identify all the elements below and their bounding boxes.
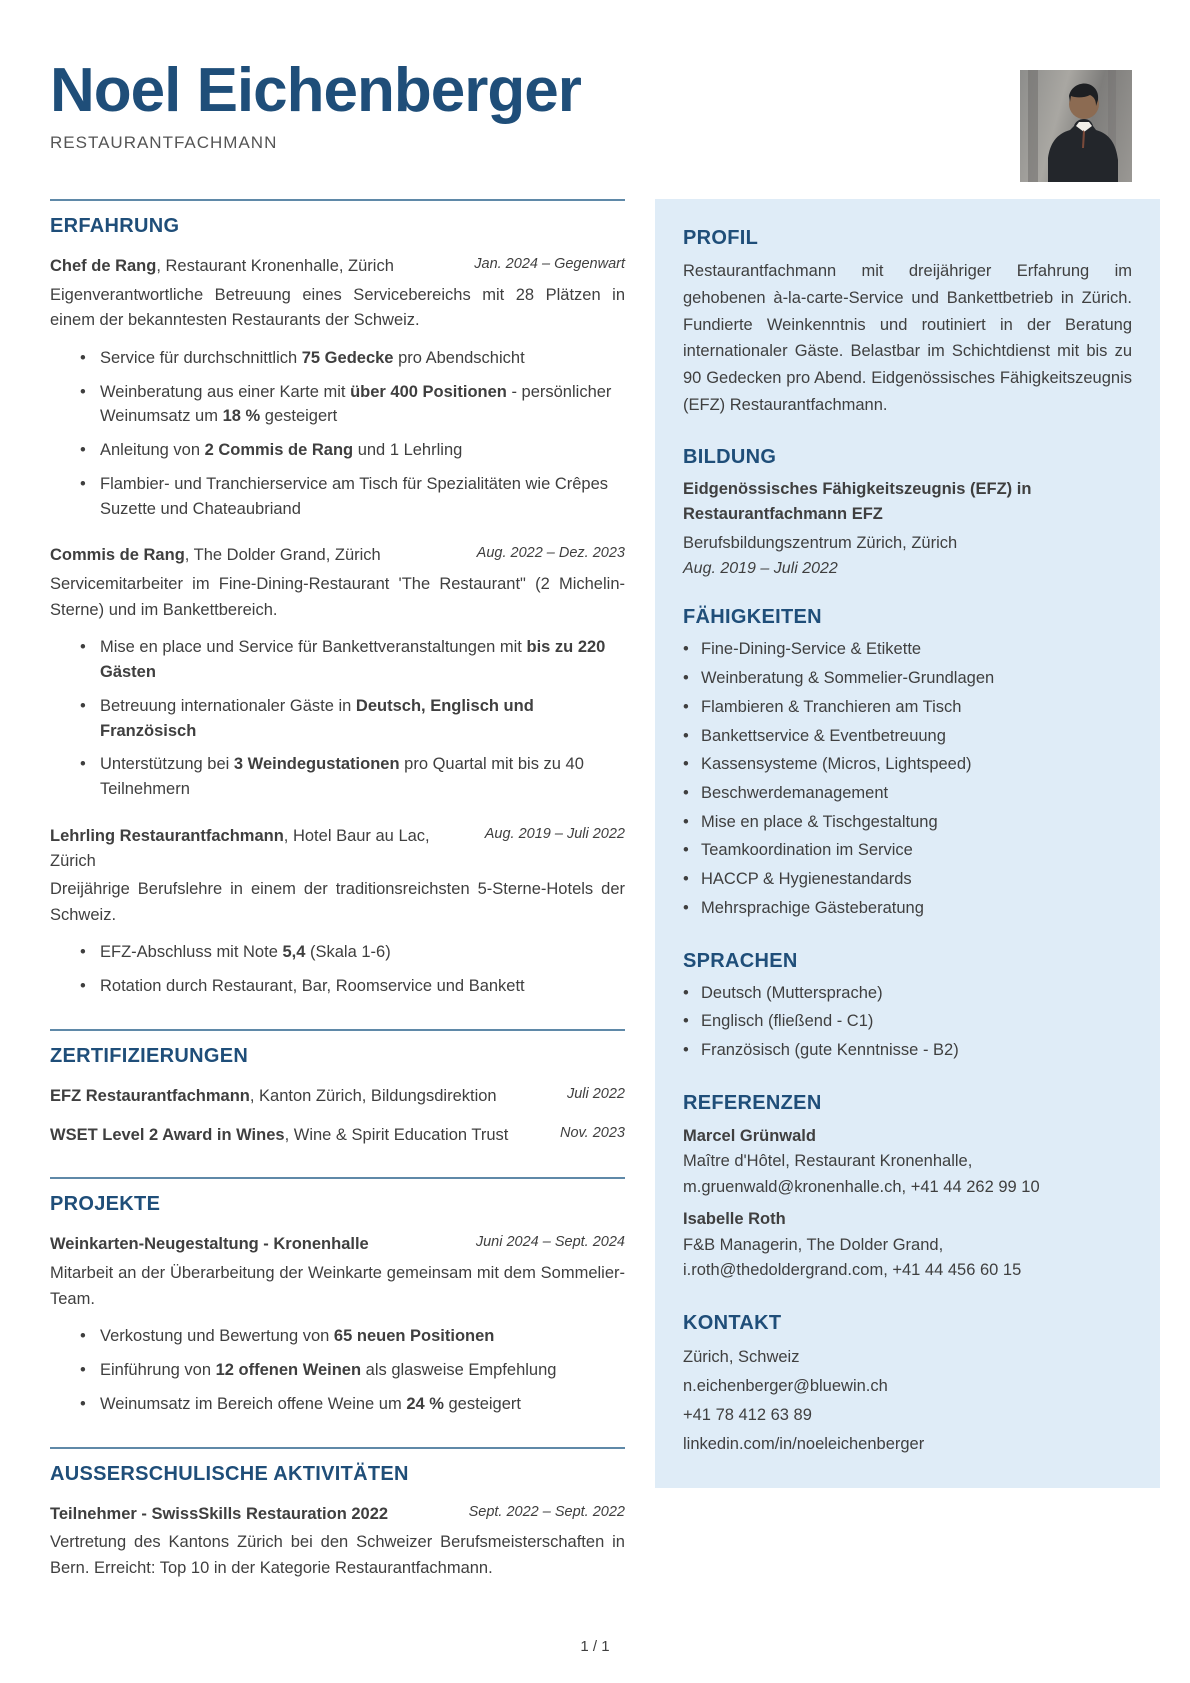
main-column — [50, 199, 625, 1611]
job-header — [50, 824, 625, 874]
list-item: • EFZ-Abschluss mit Note 5,4 (Skala 1-6) — [80, 940, 625, 965]
list-item: • Weinberatung & Sommelier-Grundlagen — [683, 666, 1132, 692]
list-item: • Anleitung von 2 Commis de Rang und 1 Lehrling — [80, 438, 625, 463]
sidebar-panel — [655, 199, 1160, 1488]
reference-name: Isabelle Roth — [683, 1210, 786, 1229]
activity-title — [50, 1502, 388, 1527]
certification-name: EFZ Restaurantfachmann — [50, 1086, 250, 1105]
languages-list — [683, 981, 1132, 1064]
job-company: , Restaurant Kronenhalle, Zürich — [156, 257, 394, 276]
education-heading: BILDUNG — [683, 446, 777, 469]
profile-heading: PROFIL — [683, 227, 759, 250]
list-item: • Weinumsatz im Bereich offene Weine um 24 % gesteigert — [80, 1392, 625, 1417]
job-bullet-list — [80, 940, 625, 999]
project-entry — [50, 1232, 625, 1416]
person-silhouette-icon — [1020, 70, 1132, 182]
job-entry — [50, 824, 625, 999]
education-degree: Eidgenössisches Fähigkeitszeugnis (EFZ) in Restaurantfachmann EFZ — [683, 480, 1032, 524]
list-item: • Mehrsprachige Gästeberatung — [683, 896, 1132, 922]
job-role: Chef de Rang — [50, 257, 157, 276]
list-item: • Betreuung internationaler Gäste in Deutsch, Englisch und Französisch — [80, 694, 625, 744]
list-item: • Bankettservice & Eventbetreuung — [683, 724, 1132, 750]
activities-heading: AUSSERSCHULISCHE AKTIVITÄTEN — [50, 1462, 409, 1485]
job-bullet-list — [80, 635, 625, 802]
contact-email: n.eichenberger@bluewin.ch — [683, 1376, 888, 1395]
certification-entry — [50, 1084, 625, 1109]
certification-date: Juli 2022 — [566, 1085, 625, 1102]
reference-detail: F&B Managerin, The Dolder Grand, i.roth@thedoldergrand.com, +41 44 456 60 15 — [683, 1235, 1022, 1280]
job-role: Lehrling Restaurantfachmann — [50, 826, 284, 845]
section-divider — [50, 1029, 625, 1031]
profile-text: Restaurantfachmann mit dreijähriger Erfahrung im gehobenen à-la-carte-Service und Bankettbetrieb in Zürich. Fundierte Weinkenntnis und routiniert in der Beratung internationaler Gäste. Belastbar im Schichtdienst mit bis zu 90 Gedecken pro Abend. Eidgenössisches Fähigkeitszeugnis (EFZ) Restaurantfachmann. — [683, 262, 1132, 414]
job-date: Aug. 2022 – Dez. 2023 — [476, 545, 625, 562]
list-item: • Französisch (gute Kenntnisse - B2) — [683, 1038, 1132, 1064]
page-number: 1 / 1 — [580, 1638, 610, 1655]
certification-issuer: , Wine & Spirit Education Trust — [284, 1125, 509, 1144]
skills-heading: FÄHIGKEITEN — [683, 606, 822, 629]
job-entry — [50, 543, 625, 801]
job-company: , Hotel Baur au Lac, Zürich — [50, 826, 430, 870]
skills-list — [683, 637, 1132, 921]
section-experience — [50, 199, 625, 999]
projects-heading: PROJEKTE — [50, 1193, 161, 1216]
sidebar-column — [655, 199, 1160, 1611]
list-item: • Englisch (fließend - C1) — [683, 1009, 1132, 1035]
section-divider — [50, 1177, 625, 1179]
reference-name: Marcel Grünwald — [683, 1126, 816, 1145]
project-date: Juni 2024 – Sept. 2024 — [475, 1234, 625, 1251]
certification-entry — [50, 1123, 625, 1148]
activity-name: Teilnehmer - SwissSkills Restauration 2022 — [50, 1504, 389, 1523]
section-skills — [683, 606, 1132, 921]
contact-heading: KONTAKT — [683, 1311, 782, 1334]
contact-location: Zürich, Schweiz — [683, 1347, 800, 1366]
section-divider — [50, 1447, 625, 1449]
list-item: • Mise en place und Service für Bankettveranstaltungen mit bis zu 220 Gästen — [80, 635, 625, 685]
section-references — [683, 1092, 1132, 1284]
list-item: • Flambieren & Tranchieren am Tisch — [683, 695, 1132, 721]
project-summary: Mitarbeit an der Überarbeitung der Weinkarte gemeinsam mit dem Sommelier-Team. — [50, 1264, 625, 1308]
job-bullet-list — [80, 346, 625, 522]
section-profile — [683, 227, 1132, 418]
job-date: Aug. 2019 – Juli 2022 — [484, 825, 625, 842]
certification-issuer: , Kanton Zürich, Bildungsdirektion — [249, 1086, 497, 1105]
person-job-title: RESTAURANTFACHMANN — [50, 133, 278, 153]
section-education — [683, 446, 1132, 578]
experience-heading: ERFAHRUNG — [50, 215, 180, 238]
list-item: • Flambier- und Tranchierservice am Tisch für Spezialitäten wie Crêpes Suzette und Chateaubriand — [80, 472, 625, 522]
job-entry — [50, 254, 625, 521]
job-title — [50, 824, 471, 874]
project-header — [50, 1232, 625, 1257]
certification-name: WSET Level 2 Award in Wines — [50, 1125, 285, 1144]
section-activities — [50, 1447, 625, 1582]
list-item: • Kassensysteme (Micros, Lightspeed) — [683, 752, 1132, 778]
languages-heading: SPRACHEN — [683, 949, 798, 972]
project-name: Weinkarten-Neugestaltung - Kronenhalle — [50, 1235, 369, 1254]
contact-phone: +41 78 412 63 89 — [683, 1405, 812, 1424]
section-certifications — [50, 1029, 625, 1148]
list-item: • Beschwerdemanagement — [683, 781, 1132, 807]
job-header — [50, 543, 625, 568]
education-date: Aug. 2019 – Juli 2022 — [683, 560, 838, 578]
job-company: , The Dolder Grand, Zürich — [184, 546, 381, 565]
section-languages — [683, 950, 1132, 1064]
section-projects — [50, 1177, 625, 1416]
activity-date: Sept. 2022 – Sept. 2022 — [468, 1503, 625, 1520]
profile-photo — [1020, 70, 1132, 182]
reference-detail: Maître d'Hôtel, Restaurant Kronenhalle, m.gruenwald@kronenhalle.ch, +41 44 262 99 10 — [683, 1152, 1040, 1196]
contact-linkedin: linkedin.com/in/noeleichenberger — [683, 1434, 925, 1453]
section-divider — [50, 199, 625, 201]
header — [0, 0, 1190, 153]
job-summary: Servicemitarbeiter im Fine-Dining-Restaurant 'The Restaurant" (2 Michelin-Sterne) und im Bankettbereich. — [50, 575, 625, 619]
activity-summary: Vertretung des Kantons Zürich bei den Schweizer Berufsmeisterschaften in Bern. Erreicht: Top 10 in der Kategorie Restaurantfachmann. — [50, 1533, 625, 1577]
job-title — [50, 254, 394, 279]
list-item: • Verkostung und Bewertung von 65 neuen Positionen — [80, 1324, 625, 1349]
section-contact — [683, 1312, 1132, 1459]
certification-date: Nov. 2023 — [559, 1124, 625, 1141]
list-item: • Unterstützung bei 3 Weindegustationen pro Quartal mit bis zu 40 Teilnehmern — [80, 752, 625, 802]
job-summary: Dreijährige Berufslehre in einem der traditionsreichsten 5-Sterne-Hotels der Schweiz. — [50, 880, 625, 924]
job-date: Jan. 2024 – Gegenwart — [474, 256, 625, 273]
activity-entry — [50, 1502, 625, 1582]
project-bullet-list — [80, 1324, 625, 1416]
job-title — [50, 543, 381, 568]
list-item: • Teamkoordination im Service — [683, 838, 1132, 864]
list-item: • Deutsch (Muttersprache) — [683, 981, 1132, 1007]
activity-header — [50, 1502, 625, 1527]
list-item: • HACCP & Hygienestandards — [683, 867, 1132, 893]
job-role: Commis de Rang — [50, 546, 185, 565]
list-item: • Einführung von 12 offenen Weinen als glasweise Empfehlung — [80, 1358, 625, 1383]
education-school: Berufsbildungszentrum Zürich, Zürich — [683, 533, 958, 552]
references-heading: REFERENZEN — [683, 1091, 822, 1114]
certification-title — [50, 1084, 497, 1109]
list-item: • Weinberatung aus einer Karte mit über 400 Positionen - persönlicher Weinumsatz um 18 % gesteigert — [80, 380, 625, 430]
list-item: • Mise en place & Tischgestaltung — [683, 810, 1132, 836]
certifications-heading: ZERTIFIZIERUNGEN — [50, 1044, 249, 1067]
job-header — [50, 254, 625, 279]
project-title — [50, 1232, 369, 1257]
list-item: • Service für durchschnittlich 75 Gedecke pro Abendschicht — [80, 346, 625, 371]
job-summary: Eigenverantwortliche Betreuung eines Servicebereichs mit 28 Plätzen in einem der bekanntesten Restaurants der Schweiz. — [50, 285, 625, 330]
list-item: • Rotation durch Restaurant, Bar, Roomservice und Bankett — [80, 974, 625, 999]
person-name: Noel Eichenberger — [50, 56, 581, 125]
content-columns — [0, 199, 1190, 1611]
list-item: • Fine-Dining-Service & Etikette — [683, 637, 1132, 663]
certification-title — [50, 1123, 508, 1148]
